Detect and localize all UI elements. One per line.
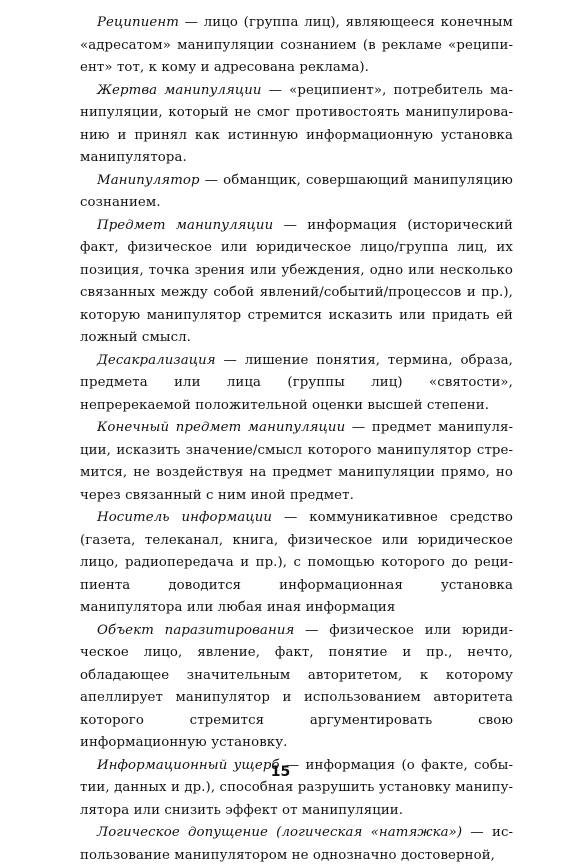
glossary-term: Конечный предмет манипуляции <box>97 420 346 435</box>
glossary-entry <box>80 215 513 350</box>
page-number: 15 <box>270 764 291 780</box>
glossary-text <box>80 12 513 867</box>
glossary-term: Носитель информации <box>97 510 273 525</box>
glossary-entry <box>80 350 513 418</box>
glossary-entry <box>80 417 513 507</box>
glossary-term: Реципиент <box>97 15 179 30</box>
glossary-definition: — использование манипулятором не однозначно достоверной, <box>80 825 514 863</box>
glossary-entry <box>80 170 513 215</box>
glossary-entry <box>80 822 513 867</box>
glossary-definition: — лицо (группа лиц), являющееся конечным «адресатом» манипуляции сознанием (в рекламе «реципиент» тот, к кому и адресована реклама). <box>80 15 513 75</box>
glossary-entry <box>80 620 513 755</box>
glossary-term: Жертва манипуляции <box>97 82 262 98</box>
glossary-entry <box>80 507 513 620</box>
glossary-term: Информационный ущерб <box>97 757 280 773</box>
glossary-definition: — коммуникативное средство (газета, телеканал, книга, физическое или юридическое лицо, радиопередача и пр.), с помощью которого до реципиента доводится информационная установка манипулятора или любая иная информация <box>80 510 513 615</box>
glossary-definition: — информация (исторический факт, физическое или юридическое лицо/группа лиц, их позиция, точка зрения или убеждения, одно или несколько связанных между собой явлений/событий/процессов и пр.), которую манипулятор стремится исказить или придать ей ложный смысл. <box>80 217 513 345</box>
glossary-definition: — лишение понятия, термина, образа, предмета или лица (группы лиц) «святости», непререкаемой положительной оценки высшей степени. <box>80 352 513 413</box>
glossary-definition: — обманщик, совершающий манипуляцию сознанием. <box>80 172 513 210</box>
glossary-term: Логическое допущение (логическая «натяжка») <box>97 825 463 840</box>
glossary-term: Десакрализация <box>97 352 216 368</box>
glossary-term: Манипулятор <box>97 172 200 188</box>
glossary-entry <box>80 12 513 80</box>
glossary-definition: — физическое или юридическое лицо, явление, факт, понятие и пр., нечто, обладающее значительным авторитетом, к которому апеллирует манипулятор и использованием авторитета которого стремится аргументировать свою информационную установку. <box>80 622 513 750</box>
glossary-term: Объект паразитирования <box>97 622 295 638</box>
glossary-definition: — предмет манипуляции, исказить значение/смысл которого манипулятор стремится, не воздействуя на предмет манипуляции прямо, но через связанный с ним иной предмет. <box>80 420 513 503</box>
glossary-term: Предмет манипуляции <box>97 217 274 233</box>
glossary-definition: — «реципиент», потребитель манипуляции, который не смог противостоять манипулированию и принял как истинную информационную установка манипулятора. <box>80 82 513 165</box>
glossary-definition: — информация (о факте, событии, данных и др.), способная разрушить установку манипулятора или снизить эффект от манипуляции. <box>80 757 513 818</box>
glossary-entry <box>80 80 513 170</box>
